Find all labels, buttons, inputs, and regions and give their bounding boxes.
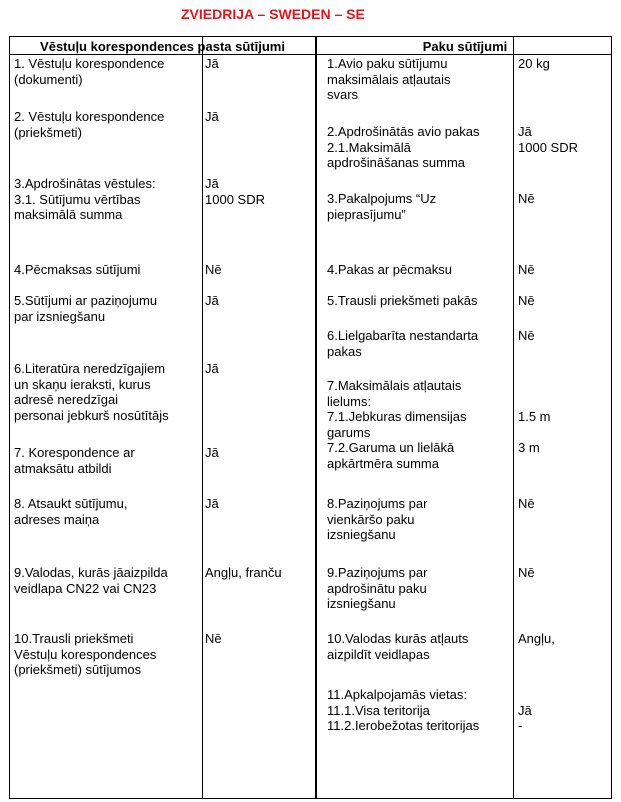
letters-header: Vēstuļu korespondences pasta sūtījumi	[40, 39, 285, 54]
parcels-row-label: svars	[327, 87, 359, 103]
letters-row-value: Jā	[205, 293, 219, 308]
letters-row-label: 8. Atsaukt sūtījumu,	[14, 496, 128, 511]
parcels-row-label: maksimālais atļautais	[327, 71, 451, 87]
letters-row-label: 9.Valodas, kurās jāaizpilda	[14, 565, 168, 580]
parcels-row-label: izsniegšanu	[327, 527, 396, 543]
parcels-row-label: vienkāršo paku	[327, 511, 415, 527]
letters-row-label: maksimālā summa	[14, 207, 123, 223]
parcels-row-value: Nē	[518, 565, 535, 580]
letters-row-label: 2. Vēstuļu korespondence	[14, 109, 165, 124]
letters-row-value: Jā	[205, 56, 219, 71]
parcels-row-value: Nē	[518, 262, 535, 277]
letters-row-label: (dokumenti)	[14, 71, 83, 87]
letters-row-label: adreses maiņa	[14, 511, 100, 527]
parcels-row-value: Nē	[518, 496, 535, 511]
letters-row-label: (priekšmeti) sūtījumos	[14, 662, 142, 678]
parcels-row-label: 6.Lielgabarīta nestandarta	[327, 328, 479, 343]
parcels-row-label: 7.2.Garuma un lielākā	[327, 440, 455, 456]
letters-row-label: 1. Vēstuļu korespondence	[14, 56, 165, 71]
parcels-row-value: 20 kg	[518, 56, 550, 71]
parcels-row-label: lielums:	[327, 393, 372, 409]
parcels-row-label: 10.Valodas kurās atļauts	[327, 631, 469, 646]
parcels-row-label: aizpildīt veidlapas	[327, 646, 430, 662]
letters-row-label: adresē neredzīgai	[14, 392, 119, 408]
parcels-row-value: -	[518, 718, 523, 734]
parcels-row-label: apkārtmēra summa	[327, 456, 439, 471]
parcels-row-label: 8.Paziņojums par	[327, 496, 428, 511]
parcels-row-label: 1.Avio paku sūtījumu	[327, 56, 448, 71]
letters-row-label: un skaņu ieraksti, kurus	[14, 376, 151, 392]
letters-row-value: Jā	[205, 445, 219, 460]
parcels-row-value: Nē	[518, 328, 535, 343]
parcels-row-value: 3 m	[518, 440, 540, 456]
letters-row-label: 6.Literatūra neredzīgajiem	[14, 361, 166, 376]
parcels-row-label: izsniegšanu	[327, 596, 396, 612]
letters-row-label: 3.1. Sūtījumu vērtības	[14, 191, 141, 207]
parcels-row-label: pakas	[327, 343, 362, 359]
parcels-row-label: garums	[327, 424, 371, 440]
letters-row-value: Nē	[205, 262, 222, 277]
letters-row-label: veidlapa CN22 vai CN23	[14, 580, 157, 596]
column-divider-parcels	[513, 37, 514, 798]
parcels-row-value: Angļu,	[518, 631, 555, 646]
parcels-row-value: 1000 SDR	[518, 139, 578, 155]
parcels-row-value: Nē	[518, 191, 535, 206]
parcels-row-label: 2.1.Maksimālā	[327, 139, 411, 155]
parcels-row-label: 11.1.Visa teritorija	[327, 702, 430, 718]
letters-row-label: 4.Pēcmaksas sūtījumi	[14, 262, 141, 277]
parcels-row-label: 4.Pakas ar pēcmaksu	[327, 262, 453, 277]
parcels-row-value: Nē	[518, 293, 535, 308]
letters-row-label: 3.Apdrošinātas vēstules:	[14, 176, 156, 191]
page-title: ZVIEDRIJA – SWEDEN – SE	[181, 6, 365, 22]
letters-row-value: Jā	[205, 496, 219, 511]
letters-row-label: 10.Trausli priekšmeti	[14, 631, 134, 646]
column-divider-center	[315, 37, 317, 798]
parcels-row-label: 3.Pakalpojums “Uz	[327, 191, 437, 206]
parcels-row-label: 7.1.Jebkuras dimensijas	[327, 409, 467, 425]
letters-row-label: 5.Sūtījumi ar paziņojumu	[14, 293, 158, 308]
letters-row-label: personai jebkurš nosūtītājs	[14, 407, 169, 423]
parcels-row-value: Jā	[518, 702, 532, 718]
header-divider	[10, 54, 611, 55]
letters-row-value: 1000 SDR	[205, 191, 265, 207]
letters-row-value: Jā	[205, 109, 219, 124]
parcels-row-label: 11.2.Ierobežotas teritorijas	[327, 718, 480, 734]
parcels-row-label: apdrošināšanas summa	[327, 155, 466, 171]
parcels-row-label: 5.Trausli priekšmeti pakās	[327, 293, 478, 308]
parcels-row-label: apdrošinātu paku	[327, 580, 427, 596]
parcels-row-value: 1.5 m	[518, 409, 551, 425]
parcels-row-label: pieprasījumu”	[327, 206, 406, 222]
letters-row-value: Angļu, franču	[205, 565, 282, 580]
letters-row-value: Jā	[205, 361, 219, 376]
parcels-row-label: 7.Maksimālais atļautais	[327, 378, 462, 393]
letters-row-label: atmaksātu atbildi	[14, 460, 112, 476]
column-divider-letters	[202, 37, 203, 798]
letters-row-label: (priekšmeti)	[14, 124, 82, 140]
letters-row-label: par izsniegšanu	[14, 308, 106, 324]
letters-row-value: Nē	[205, 631, 222, 646]
letters-row-label: Vēstuļu korespondences	[14, 646, 157, 662]
parcels-row-label: 2.Apdrošinātās avio pakas	[327, 124, 480, 139]
parcels-row-label: 11.Apkalpojamās vietas:	[327, 687, 467, 702]
letters-row-value: Jā	[205, 176, 219, 191]
parcels-header: Paku sūtījumi	[422, 39, 508, 54]
parcels-row-value: Jā	[518, 124, 532, 139]
parcels-row-label: 9.Paziņojums par	[327, 565, 428, 580]
letters-row-label: 7. Korespondence ar	[14, 445, 135, 460]
